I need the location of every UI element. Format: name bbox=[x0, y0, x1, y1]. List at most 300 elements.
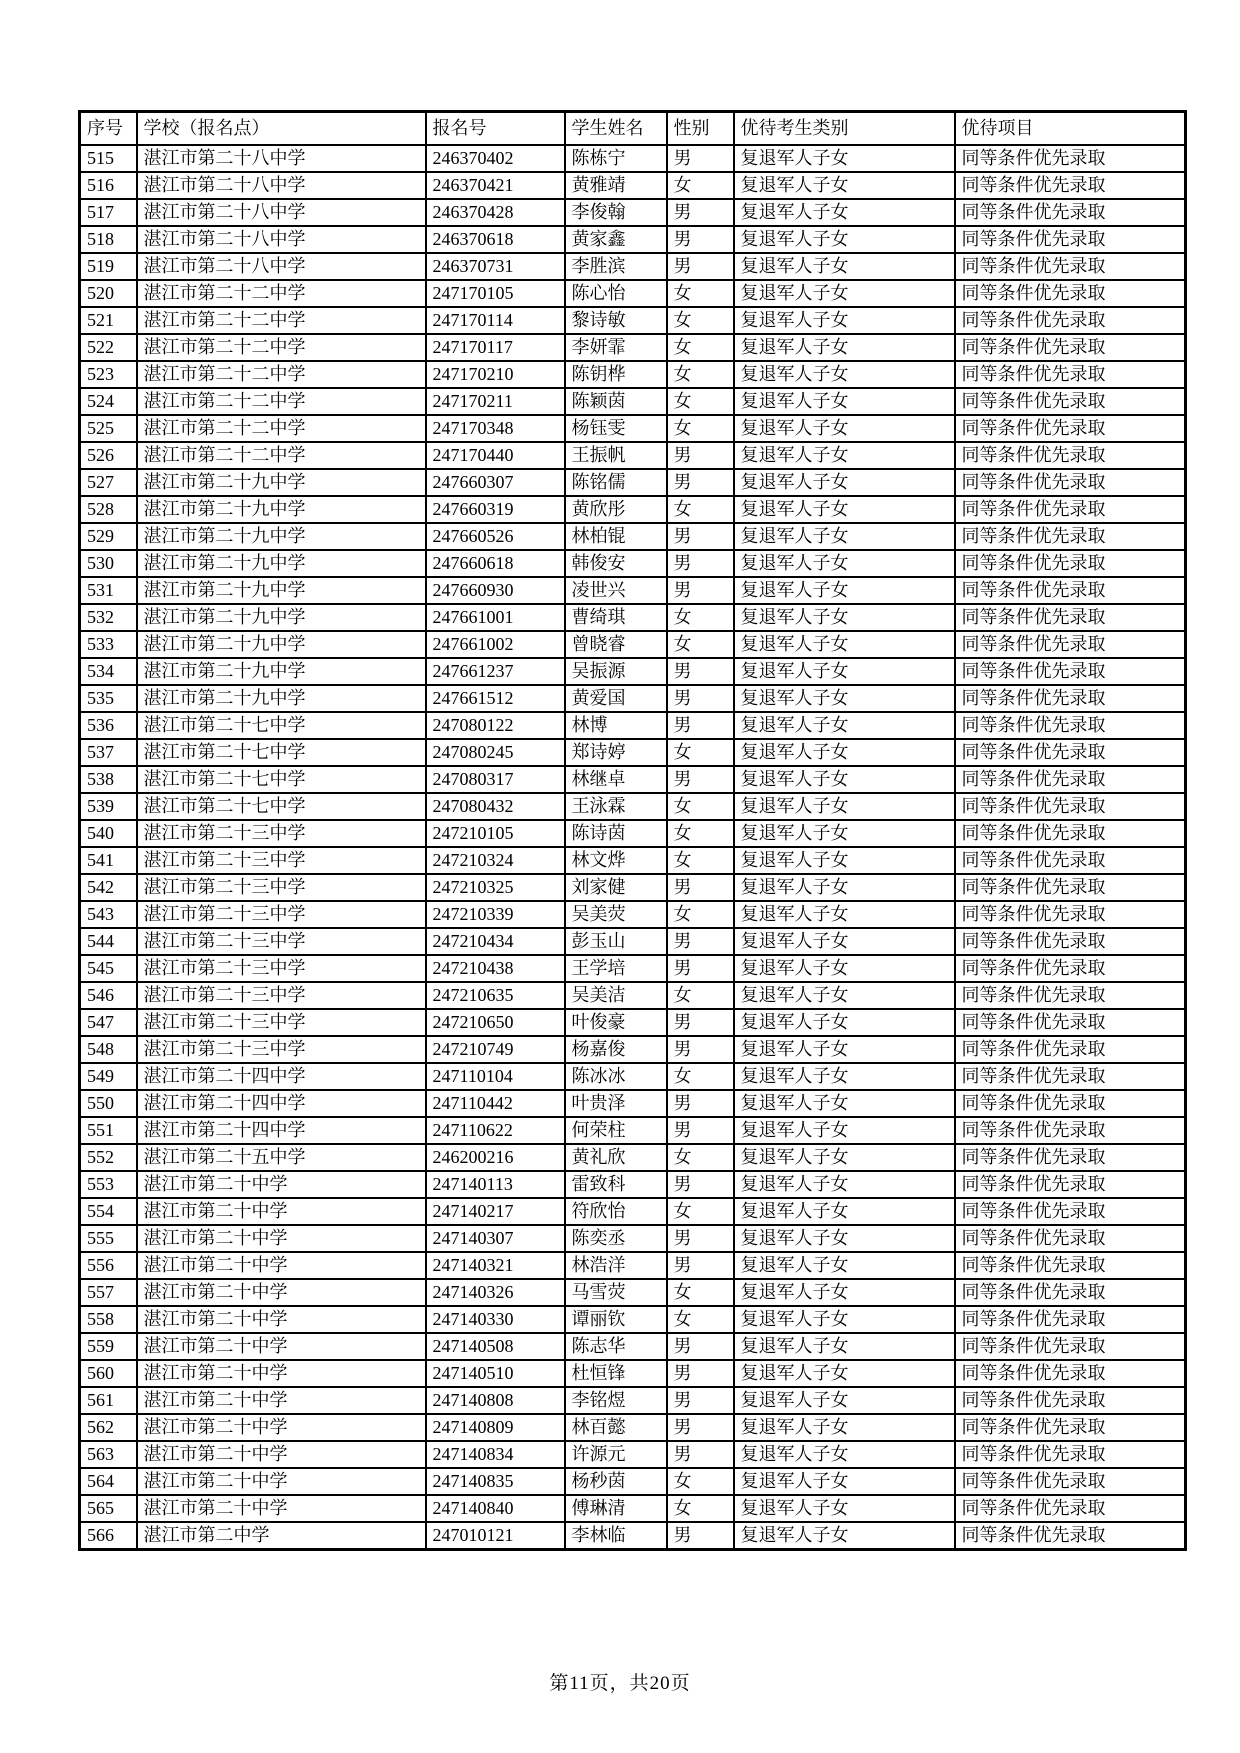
cell-col-index: 534 bbox=[80, 658, 137, 685]
table-row bbox=[80, 469, 1186, 496]
cell-col-category: 复退军人子女 bbox=[734, 442, 955, 469]
cell-col-school: 湛江市第二十三中学 bbox=[137, 928, 426, 955]
cell-col-school: 湛江市第二十中学 bbox=[137, 1252, 426, 1279]
cell-col-school: 湛江市第二十二中学 bbox=[137, 415, 426, 442]
cell-col-category: 复退军人子女 bbox=[734, 658, 955, 685]
cell-col-student-name: 黄礼欣 bbox=[565, 1144, 667, 1171]
cell-col-student-name: 刘家健 bbox=[565, 874, 667, 901]
cell-col-category: 复退军人子女 bbox=[734, 496, 955, 523]
cell-col-school: 湛江市第二十中学 bbox=[137, 1279, 426, 1306]
cell-col-gender: 男 bbox=[667, 253, 734, 280]
cell-col-student-name: 林博 bbox=[565, 712, 667, 739]
cell-col-reg-no: 247140326 bbox=[426, 1279, 565, 1306]
table-row bbox=[80, 901, 1186, 928]
cell-col-gender: 男 bbox=[667, 1414, 734, 1441]
cell-col-program: 同等条件优先录取 bbox=[955, 874, 1186, 901]
cell-col-category: 复退军人子女 bbox=[734, 820, 955, 847]
table-row bbox=[80, 766, 1186, 793]
cell-col-reg-no: 247170210 bbox=[426, 361, 565, 388]
cell-col-gender: 男 bbox=[667, 523, 734, 550]
cell-col-program: 同等条件优先录取 bbox=[955, 361, 1186, 388]
cell-col-program: 同等条件优先录取 bbox=[955, 226, 1186, 253]
table-row bbox=[80, 1144, 1186, 1171]
table-row bbox=[80, 739, 1186, 766]
cell-col-student-name: 王学培 bbox=[565, 955, 667, 982]
cell-col-gender: 男 bbox=[667, 1036, 734, 1063]
cell-col-program: 同等条件优先录取 bbox=[955, 199, 1186, 226]
cell-col-school: 湛江市第二十中学 bbox=[137, 1306, 426, 1333]
cell-col-student-name: 陈诗茵 bbox=[565, 820, 667, 847]
cell-col-index: 561 bbox=[80, 1387, 137, 1414]
cell-col-reg-no: 247140217 bbox=[426, 1198, 565, 1225]
cell-col-program: 同等条件优先录取 bbox=[955, 496, 1186, 523]
cell-col-school: 湛江市第二十九中学 bbox=[137, 631, 426, 658]
cell-col-gender: 女 bbox=[667, 172, 734, 199]
page-indicator: 第11页，共20页 bbox=[549, 1673, 691, 1694]
cell-col-reg-no: 246370421 bbox=[426, 172, 565, 199]
cell-col-student-name: 王泳霖 bbox=[565, 793, 667, 820]
cell-col-index: 520 bbox=[80, 280, 137, 307]
cell-col-index: 517 bbox=[80, 199, 137, 226]
cell-col-category: 复退军人子女 bbox=[734, 1360, 955, 1387]
cell-col-student-name: 黄雅靖 bbox=[565, 172, 667, 199]
cell-col-gender: 女 bbox=[667, 1495, 734, 1522]
cell-col-program: 同等条件优先录取 bbox=[955, 820, 1186, 847]
cell-col-reg-no: 247170440 bbox=[426, 442, 565, 469]
table-row bbox=[80, 955, 1186, 982]
cell-col-index: 531 bbox=[80, 577, 137, 604]
cell-col-school: 湛江市第二十三中学 bbox=[137, 820, 426, 847]
cell-col-category: 复退军人子女 bbox=[734, 1117, 955, 1144]
cell-col-reg-no: 246200216 bbox=[426, 1144, 565, 1171]
cell-col-category: 复退军人子女 bbox=[734, 550, 955, 577]
cell-col-student-name: 李铭煜 bbox=[565, 1387, 667, 1414]
table-row bbox=[80, 1360, 1186, 1387]
cell-col-reg-no: 247210324 bbox=[426, 847, 565, 874]
cell-col-student-name: 许源元 bbox=[565, 1441, 667, 1468]
cell-col-school: 湛江市第二十中学 bbox=[137, 1387, 426, 1414]
cell-col-gender: 女 bbox=[667, 793, 734, 820]
cell-col-category: 复退军人子女 bbox=[734, 577, 955, 604]
table-row bbox=[80, 1225, 1186, 1252]
cell-col-gender: 男 bbox=[667, 1009, 734, 1036]
cell-col-program: 同等条件优先录取 bbox=[955, 739, 1186, 766]
cell-col-index: 536 bbox=[80, 712, 137, 739]
cell-col-category: 复退军人子女 bbox=[734, 1441, 955, 1468]
cell-col-category: 复退军人子女 bbox=[734, 1090, 955, 1117]
cell-col-student-name: 马雪荧 bbox=[565, 1279, 667, 1306]
cell-col-reg-no: 247660307 bbox=[426, 469, 565, 496]
table-row bbox=[80, 847, 1186, 874]
cell-col-gender: 女 bbox=[667, 631, 734, 658]
cell-col-index: 542 bbox=[80, 874, 137, 901]
table-row bbox=[80, 658, 1186, 685]
document-sheet bbox=[78, 110, 1184, 1551]
cell-col-index: 526 bbox=[80, 442, 137, 469]
cell-col-index: 545 bbox=[80, 955, 137, 982]
cell-col-category: 复退军人子女 bbox=[734, 793, 955, 820]
cell-col-reg-no: 247661001 bbox=[426, 604, 565, 631]
cell-col-index: 540 bbox=[80, 820, 137, 847]
cell-col-school: 湛江市第二十三中学 bbox=[137, 955, 426, 982]
cell-col-reg-no: 246370402 bbox=[426, 145, 565, 172]
cell-col-reg-no: 247660618 bbox=[426, 550, 565, 577]
cell-col-reg-no: 247140840 bbox=[426, 1495, 565, 1522]
cell-col-index: 538 bbox=[80, 766, 137, 793]
cell-col-category: 复退军人子女 bbox=[734, 928, 955, 955]
cell-col-reg-no: 247140307 bbox=[426, 1225, 565, 1252]
preferential-students-table bbox=[78, 110, 1187, 1551]
cell-col-program: 同等条件优先录取 bbox=[955, 1333, 1186, 1360]
cell-col-school: 湛江市第二十七中学 bbox=[137, 712, 426, 739]
cell-col-student-name: 李胜滨 bbox=[565, 253, 667, 280]
cell-col-reg-no: 246370428 bbox=[426, 199, 565, 226]
cell-col-student-name: 杨秒茵 bbox=[565, 1468, 667, 1495]
table-row bbox=[80, 1333, 1186, 1360]
table-row bbox=[80, 1063, 1186, 1090]
cell-col-category: 复退军人子女 bbox=[734, 631, 955, 658]
cell-col-reg-no: 247140809 bbox=[426, 1414, 565, 1441]
cell-col-program: 同等条件优先录取 bbox=[955, 1171, 1186, 1198]
cell-col-program: 同等条件优先录取 bbox=[955, 1225, 1186, 1252]
cell-col-program: 同等条件优先录取 bbox=[955, 523, 1186, 550]
table-row bbox=[80, 1171, 1186, 1198]
cell-col-school: 湛江市第二十三中学 bbox=[137, 1009, 426, 1036]
cell-col-category: 复退军人子女 bbox=[734, 145, 955, 172]
table-row bbox=[80, 280, 1186, 307]
cell-col-school: 湛江市第二十九中学 bbox=[137, 685, 426, 712]
table-row bbox=[80, 442, 1186, 469]
cell-col-index: 548 bbox=[80, 1036, 137, 1063]
cell-col-program: 同等条件优先录取 bbox=[955, 145, 1186, 172]
cell-col-program: 同等条件优先录取 bbox=[955, 1063, 1186, 1090]
cell-col-reg-no: 247210339 bbox=[426, 901, 565, 928]
cell-col-index: 522 bbox=[80, 334, 137, 361]
table-row bbox=[80, 388, 1186, 415]
cell-col-category: 复退军人子女 bbox=[734, 1387, 955, 1414]
cell-col-index: 535 bbox=[80, 685, 137, 712]
cell-col-gender: 男 bbox=[667, 145, 734, 172]
cell-col-index: 544 bbox=[80, 928, 137, 955]
cell-col-gender: 男 bbox=[667, 1360, 734, 1387]
table-row bbox=[80, 199, 1186, 226]
cell-col-index: 523 bbox=[80, 361, 137, 388]
cell-col-index: 518 bbox=[80, 226, 137, 253]
cell-col-program: 同等条件优先录取 bbox=[955, 928, 1186, 955]
cell-col-school: 湛江市第二十七中学 bbox=[137, 793, 426, 820]
cell-col-gender: 女 bbox=[667, 982, 734, 1009]
cell-col-category: 复退军人子女 bbox=[734, 874, 955, 901]
table-row bbox=[80, 1306, 1186, 1333]
cell-col-reg-no: 247080245 bbox=[426, 739, 565, 766]
cell-col-reg-no: 247010121 bbox=[426, 1522, 565, 1550]
cell-col-category: 复退军人子女 bbox=[734, 280, 955, 307]
cell-col-index: 565 bbox=[80, 1495, 137, 1522]
table-row bbox=[80, 1279, 1186, 1306]
cell-col-program: 同等条件优先录取 bbox=[955, 1252, 1186, 1279]
cell-col-gender: 男 bbox=[667, 1333, 734, 1360]
cell-col-index: 558 bbox=[80, 1306, 137, 1333]
cell-col-school: 湛江市第二十中学 bbox=[137, 1225, 426, 1252]
cell-col-student-name: 叶俊豪 bbox=[565, 1009, 667, 1036]
cell-col-gender: 男 bbox=[667, 766, 734, 793]
cell-col-category: 复退军人子女 bbox=[734, 685, 955, 712]
cell-col-index: 537 bbox=[80, 739, 137, 766]
cell-col-student-name: 陈铭儒 bbox=[565, 469, 667, 496]
cell-col-index: 566 bbox=[80, 1522, 137, 1550]
cell-col-category: 复退军人子女 bbox=[734, 604, 955, 631]
cell-col-program: 同等条件优先录取 bbox=[955, 1387, 1186, 1414]
table-row bbox=[80, 1090, 1186, 1117]
cell-col-index: 547 bbox=[80, 1009, 137, 1036]
cell-col-index: 541 bbox=[80, 847, 137, 874]
cell-col-student-name: 林文烨 bbox=[565, 847, 667, 874]
cell-col-reg-no: 247210434 bbox=[426, 928, 565, 955]
cell-col-school: 湛江市第二十五中学 bbox=[137, 1144, 426, 1171]
cell-col-student-name: 李林临 bbox=[565, 1522, 667, 1550]
table-row bbox=[80, 523, 1186, 550]
cell-col-gender: 女 bbox=[667, 1198, 734, 1225]
cell-col-program: 同等条件优先录取 bbox=[955, 172, 1186, 199]
cell-col-student-name: 郑诗婷 bbox=[565, 739, 667, 766]
cell-col-school: 湛江市第二十九中学 bbox=[137, 523, 426, 550]
cell-col-program: 同等条件优先录取 bbox=[955, 847, 1186, 874]
cell-col-category: 复退军人子女 bbox=[734, 361, 955, 388]
cell-col-student-name: 彭玉山 bbox=[565, 928, 667, 955]
cell-col-index: 528 bbox=[80, 496, 137, 523]
cell-col-program: 同等条件优先录取 bbox=[955, 1306, 1186, 1333]
cell-col-index: 527 bbox=[80, 469, 137, 496]
cell-col-index: 557 bbox=[80, 1279, 137, 1306]
cell-col-program: 同等条件优先录取 bbox=[955, 307, 1186, 334]
cell-col-reg-no: 246370618 bbox=[426, 226, 565, 253]
cell-col-gender: 女 bbox=[667, 820, 734, 847]
cell-col-program: 同等条件优先录取 bbox=[955, 415, 1186, 442]
cell-col-student-name: 杜恒锋 bbox=[565, 1360, 667, 1387]
cell-col-category: 复退军人子女 bbox=[734, 388, 955, 415]
cell-col-student-name: 林百懿 bbox=[565, 1414, 667, 1441]
cell-col-category: 复退军人子女 bbox=[734, 1036, 955, 1063]
cell-col-gender: 女 bbox=[667, 280, 734, 307]
cell-col-school: 湛江市第二十二中学 bbox=[137, 361, 426, 388]
cell-col-school: 湛江市第二十九中学 bbox=[137, 604, 426, 631]
table-row bbox=[80, 793, 1186, 820]
cell-col-category: 复退军人子女 bbox=[734, 1171, 955, 1198]
cell-col-school: 湛江市第二十中学 bbox=[137, 1360, 426, 1387]
cell-col-school: 湛江市第二十四中学 bbox=[137, 1117, 426, 1144]
cell-col-program: 同等条件优先录取 bbox=[955, 1144, 1186, 1171]
cell-col-reg-no: 247660526 bbox=[426, 523, 565, 550]
cell-col-program: 同等条件优先录取 bbox=[955, 901, 1186, 928]
cell-col-program: 同等条件优先录取 bbox=[955, 1495, 1186, 1522]
table-row bbox=[80, 496, 1186, 523]
cell-col-gender: 男 bbox=[667, 955, 734, 982]
cell-col-student-name: 曾晓睿 bbox=[565, 631, 667, 658]
cell-col-student-name: 谭丽钦 bbox=[565, 1306, 667, 1333]
cell-col-gender: 男 bbox=[667, 550, 734, 577]
cell-col-category: 复退军人子女 bbox=[734, 1009, 955, 1036]
header-col-student-name: 学生姓名 bbox=[565, 112, 667, 146]
cell-col-reg-no: 247170105 bbox=[426, 280, 565, 307]
cell-col-index: 550 bbox=[80, 1090, 137, 1117]
cell-col-index: 563 bbox=[80, 1441, 137, 1468]
table-row bbox=[80, 928, 1186, 955]
table-row bbox=[80, 874, 1186, 901]
cell-col-category: 复退军人子女 bbox=[734, 1063, 955, 1090]
cell-col-program: 同等条件优先录取 bbox=[955, 577, 1186, 604]
table-row bbox=[80, 1468, 1186, 1495]
cell-col-category: 复退军人子女 bbox=[734, 172, 955, 199]
cell-col-school: 湛江市第二十四中学 bbox=[137, 1090, 426, 1117]
cell-col-program: 同等条件优先录取 bbox=[955, 550, 1186, 577]
cell-col-school: 湛江市第二十七中学 bbox=[137, 766, 426, 793]
cell-col-student-name: 吴美洁 bbox=[565, 982, 667, 1009]
cell-col-category: 复退军人子女 bbox=[734, 307, 955, 334]
cell-col-program: 同等条件优先录取 bbox=[955, 1468, 1186, 1495]
cell-col-reg-no: 247110622 bbox=[426, 1117, 565, 1144]
cell-col-category: 复退军人子女 bbox=[734, 901, 955, 928]
cell-col-reg-no: 247080317 bbox=[426, 766, 565, 793]
table-row bbox=[80, 712, 1186, 739]
cell-col-student-name: 陈志华 bbox=[565, 1333, 667, 1360]
cell-col-program: 同等条件优先录取 bbox=[955, 604, 1186, 631]
cell-col-program: 同等条件优先录取 bbox=[955, 1090, 1186, 1117]
cell-col-gender: 男 bbox=[667, 1252, 734, 1279]
table-row bbox=[80, 172, 1186, 199]
cell-col-category: 复退军人子女 bbox=[734, 955, 955, 982]
cell-col-gender: 女 bbox=[667, 307, 734, 334]
cell-col-index: 519 bbox=[80, 253, 137, 280]
cell-col-program: 同等条件优先录取 bbox=[955, 955, 1186, 982]
cell-col-student-name: 林浩洋 bbox=[565, 1252, 667, 1279]
cell-col-student-name: 曹绮琪 bbox=[565, 604, 667, 631]
cell-col-index: 525 bbox=[80, 415, 137, 442]
cell-col-reg-no: 247210438 bbox=[426, 955, 565, 982]
cell-col-student-name: 林柏锟 bbox=[565, 523, 667, 550]
cell-col-student-name: 陈奕丞 bbox=[565, 1225, 667, 1252]
cell-col-index: 549 bbox=[80, 1063, 137, 1090]
table-row bbox=[80, 361, 1186, 388]
cell-col-program: 同等条件优先录取 bbox=[955, 388, 1186, 415]
cell-col-school: 湛江市第二十中学 bbox=[137, 1198, 426, 1225]
cell-col-program: 同等条件优先录取 bbox=[955, 1360, 1186, 1387]
cell-col-index: 546 bbox=[80, 982, 137, 1009]
cell-col-category: 复退军人子女 bbox=[734, 415, 955, 442]
cell-col-gender: 男 bbox=[667, 199, 734, 226]
cell-col-student-name: 杨钰雯 bbox=[565, 415, 667, 442]
cell-col-category: 复退军人子女 bbox=[734, 1522, 955, 1550]
cell-col-category: 复退军人子女 bbox=[734, 1252, 955, 1279]
cell-col-index: 553 bbox=[80, 1171, 137, 1198]
cell-col-reg-no: 247140508 bbox=[426, 1333, 565, 1360]
cell-col-student-name: 陈冰冰 bbox=[565, 1063, 667, 1090]
cell-col-program: 同等条件优先录取 bbox=[955, 1414, 1186, 1441]
table-row bbox=[80, 1036, 1186, 1063]
cell-col-gender: 男 bbox=[667, 874, 734, 901]
cell-col-school: 湛江市第二十中学 bbox=[137, 1495, 426, 1522]
cell-col-index: 530 bbox=[80, 550, 137, 577]
cell-col-index: 562 bbox=[80, 1414, 137, 1441]
cell-col-reg-no: 247140113 bbox=[426, 1171, 565, 1198]
cell-col-index: 564 bbox=[80, 1468, 137, 1495]
cell-col-reg-no: 247210105 bbox=[426, 820, 565, 847]
cell-col-reg-no: 247140834 bbox=[426, 1441, 565, 1468]
table-row bbox=[80, 604, 1186, 631]
cell-col-reg-no: 247660930 bbox=[426, 577, 565, 604]
cell-col-category: 复退军人子女 bbox=[734, 1279, 955, 1306]
cell-col-index: 555 bbox=[80, 1225, 137, 1252]
table-row bbox=[80, 631, 1186, 658]
header-col-index: 序号 bbox=[80, 112, 137, 146]
cell-col-category: 复退军人子女 bbox=[734, 1468, 955, 1495]
cell-col-index: 532 bbox=[80, 604, 137, 631]
cell-col-category: 复退军人子女 bbox=[734, 1414, 955, 1441]
table-row bbox=[80, 550, 1186, 577]
cell-col-program: 同等条件优先录取 bbox=[955, 1441, 1186, 1468]
cell-col-school: 湛江市第二十七中学 bbox=[137, 739, 426, 766]
cell-col-index: 543 bbox=[80, 901, 137, 928]
cell-col-school: 湛江市第二十二中学 bbox=[137, 442, 426, 469]
cell-col-index: 539 bbox=[80, 793, 137, 820]
cell-col-program: 同等条件优先录取 bbox=[955, 1522, 1186, 1550]
cell-col-school: 湛江市第二十二中学 bbox=[137, 307, 426, 334]
cell-col-gender: 男 bbox=[667, 928, 734, 955]
header-col-program: 优待项目 bbox=[955, 112, 1186, 146]
cell-col-reg-no: 247661512 bbox=[426, 685, 565, 712]
cell-col-index: 524 bbox=[80, 388, 137, 415]
cell-col-reg-no: 247170114 bbox=[426, 307, 565, 334]
cell-col-school: 湛江市第二中学 bbox=[137, 1522, 426, 1550]
cell-col-program: 同等条件优先录取 bbox=[955, 793, 1186, 820]
cell-col-student-name: 黄家鑫 bbox=[565, 226, 667, 253]
cell-col-school: 湛江市第二十九中学 bbox=[137, 577, 426, 604]
header-col-category: 优待考生类别 bbox=[734, 112, 955, 146]
table-row bbox=[80, 307, 1186, 334]
cell-col-category: 复退军人子女 bbox=[734, 712, 955, 739]
cell-col-program: 同等条件优先录取 bbox=[955, 280, 1186, 307]
cell-col-gender: 男 bbox=[667, 577, 734, 604]
cell-col-program: 同等条件优先录取 bbox=[955, 982, 1186, 1009]
cell-col-school: 湛江市第二十九中学 bbox=[137, 469, 426, 496]
cell-col-student-name: 吴振源 bbox=[565, 658, 667, 685]
cell-col-category: 复退军人子女 bbox=[734, 1495, 955, 1522]
table-row bbox=[80, 1387, 1186, 1414]
cell-col-student-name: 杨嘉俊 bbox=[565, 1036, 667, 1063]
cell-col-reg-no: 247140510 bbox=[426, 1360, 565, 1387]
cell-col-reg-no: 247661002 bbox=[426, 631, 565, 658]
cell-col-reg-no: 247660319 bbox=[426, 496, 565, 523]
cell-col-student-name: 黄欣彤 bbox=[565, 496, 667, 523]
cell-col-reg-no: 247210635 bbox=[426, 982, 565, 1009]
cell-col-category: 复退军人子女 bbox=[734, 253, 955, 280]
cell-col-student-name: 李妍霏 bbox=[565, 334, 667, 361]
table-row bbox=[80, 685, 1186, 712]
table-row bbox=[80, 1414, 1186, 1441]
cell-col-school: 湛江市第二十二中学 bbox=[137, 388, 426, 415]
cell-col-reg-no: 247210650 bbox=[426, 1009, 565, 1036]
cell-col-student-name: 雷致科 bbox=[565, 1171, 667, 1198]
cell-col-gender: 女 bbox=[667, 847, 734, 874]
cell-col-school: 湛江市第二十中学 bbox=[137, 1441, 426, 1468]
cell-col-gender: 男 bbox=[667, 469, 734, 496]
table-row bbox=[80, 1441, 1186, 1468]
cell-col-gender: 女 bbox=[667, 901, 734, 928]
cell-col-category: 复退军人子女 bbox=[734, 1333, 955, 1360]
cell-col-student-name: 林继卓 bbox=[565, 766, 667, 793]
cell-col-reg-no: 247080432 bbox=[426, 793, 565, 820]
cell-col-gender: 女 bbox=[667, 604, 734, 631]
table-row bbox=[80, 1495, 1186, 1522]
